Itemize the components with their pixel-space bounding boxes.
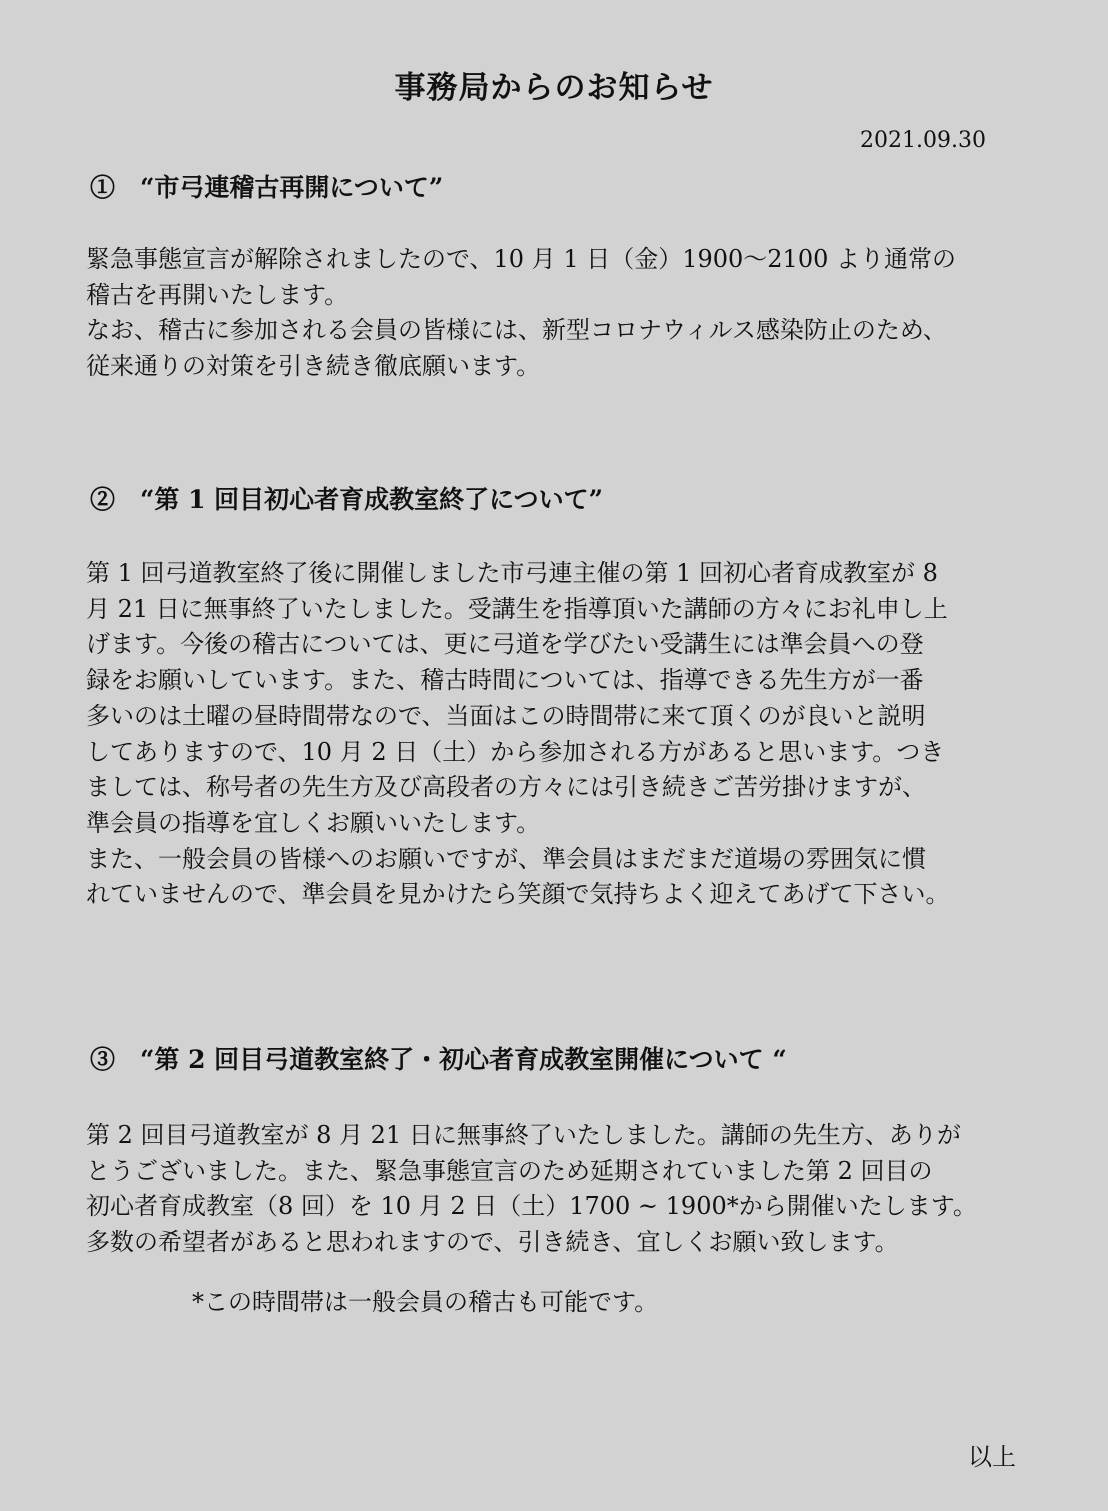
section-2-line: げます。今後の稽古については、更に弓道を学びたい受講生には準会員への登 xyxy=(86,630,924,659)
section-2-line: 月 21 日に無事終了いたしました。受講生を指導頂いた講師の方々にお礼申し上 xyxy=(86,594,948,623)
section-2-heading: ② “第 1 回目初心者育成教室終了について” xyxy=(90,485,604,514)
section-2-line: ましては、称号者の先生方及び高段者の方々には引き続きご苦労掛けますが、 xyxy=(86,773,926,802)
notice-date: 2021.09.30 xyxy=(860,128,986,153)
section-2-line: してありますので、10 月 2 日（土）から参加される方があると思います。つき xyxy=(86,737,945,766)
page-title: 事務局からのお知らせ xyxy=(394,70,714,106)
section-3-line: 第 2 回目弓道教室が 8 月 21 日に無事終了いたしました。講師の先生方、ありが xyxy=(86,1121,961,1149)
section-1-body xyxy=(86,242,1046,384)
section-2-line: また、一般会員の皆様へのお願いですが、準会員はまだまだ道場の雰囲気に慣 xyxy=(86,844,926,873)
section-3-line: 初心者育成教室（8 回）を 10 月 2 日（土）1700 ~ 1900*から開催いたします。 xyxy=(86,1192,977,1220)
section-3-note: *この時間帯は一般会員の稽古も可能です。 xyxy=(192,1288,659,1316)
closing-text: 以上 xyxy=(968,1443,1016,1471)
section-3-line: 多数の希望者があると思われますので、引き続き、宜しくお願い致します。 xyxy=(86,1227,899,1256)
section-1-line: 稽古を再開いたします。 xyxy=(86,280,349,309)
section-3-line: とうございました。また、緊急事態宣言のため延期されていました第 2 回目の xyxy=(86,1156,933,1185)
section-1-heading: ① “市弓連稽古再開について” xyxy=(90,173,444,202)
section-3-heading: ③ “第 2 回目弓道教室終了・初心者育成教室開催について “ xyxy=(90,1045,787,1074)
section-2-line: 第 1 回弓道教室終了後に開催しました市弓連主催の第 1 回初心者育成教室が 8 xyxy=(86,559,938,587)
section-2-line: 多いのは土曜の昼時間帯なので、当面はこの時間帯に来て頂くのが良いと説明 xyxy=(86,701,926,730)
section-2-body xyxy=(86,556,1046,913)
section-2-line: れていませんので、準会員を見かけたら笑顔で気持ちよく迎えてあげて下さい。 xyxy=(86,880,950,909)
section-3-body xyxy=(86,1118,1046,1260)
section-1-line: 緊急事態宣言が解除されましたので、10 月 1 日（金）1900～2100 より通常の xyxy=(86,245,956,273)
section-1-line: なお、稽古に参加される会員の皆様には、新型コロナウィルス感染防止のため、 xyxy=(86,316,947,344)
section-1-line: 従来通りの対策を引き続き徹底願います。 xyxy=(86,351,541,380)
section-2-line: 準会員の指導を宜しくお願いいたします。 xyxy=(86,808,541,837)
section-2-line: 録をお願いしています。また、稽古時間については、指導できる先生方が一番 xyxy=(86,666,924,695)
